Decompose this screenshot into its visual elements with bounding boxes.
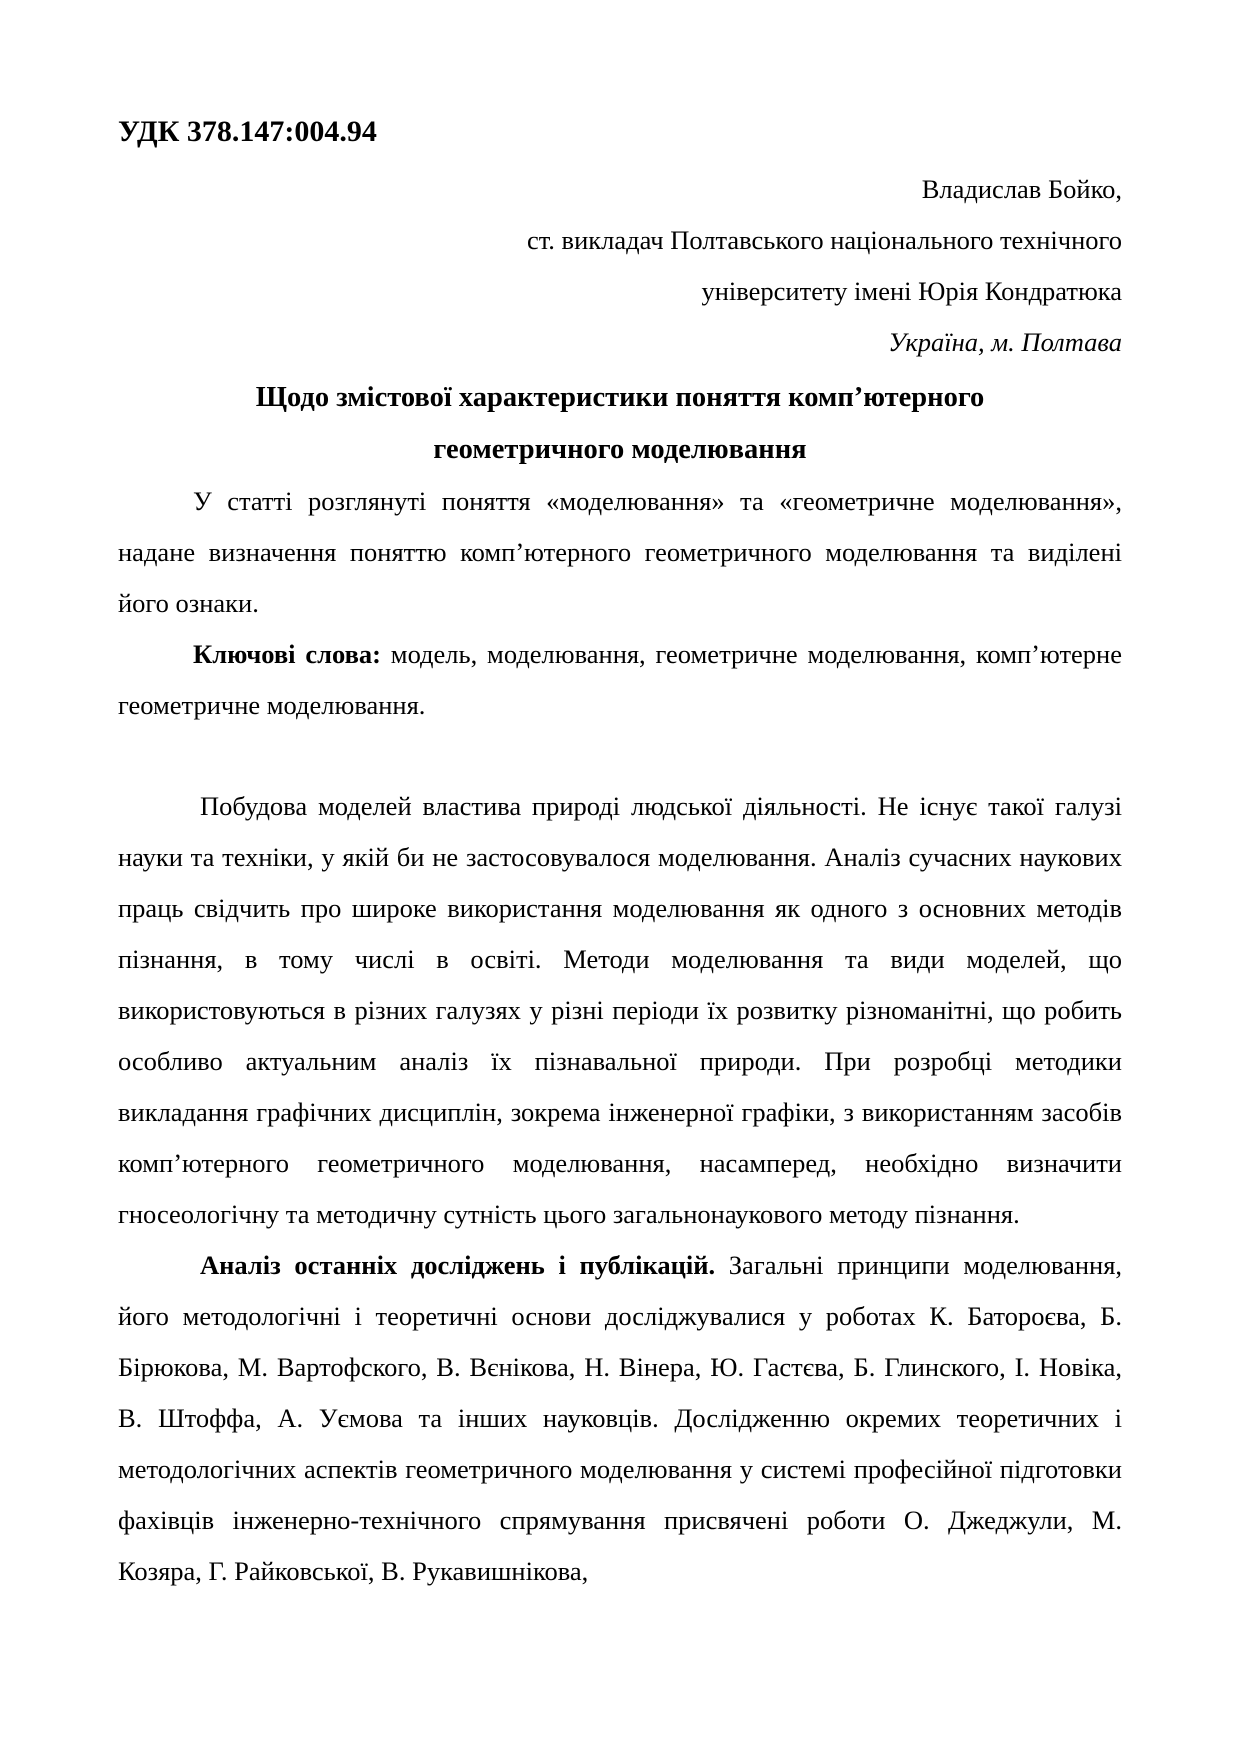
article-title	[118, 372, 1122, 476]
analysis-label: Аналіз останніх досліджень і публікацій.	[200, 1250, 716, 1280]
article-title-line2: геометричного моделювання	[433, 434, 807, 465]
author-position-line1: ст. викладач Полтавського національного технічного	[526, 225, 1122, 255]
author-location: Україна, м. Полтава	[888, 327, 1122, 357]
analysis-paragraph	[118, 1240, 1122, 1597]
article-title-line1: Щодо змістової характеристики поняття комп’ютерного	[255, 382, 985, 413]
intro-paragraph: Побудова моделей властива природі людської діяльності. Не існує такої галузі науки та техніки, у якій би не застосовувалося моделювання. Аналіз сучасних наукових праць свідчить про широке використання моделювання як одного з основних методів пізнання, в тому числі в освіті. Методи моделювання та види моделей, що використовуються в різних галузях у різні періоди їх розвитку різноманітні, що робить особливо актуальним аналіз їх пізнавальної природи. При розробці методики викладання графічних дисциплін, зокрема інженерної графіки, з використанням засобів комп’ютерного геометричного моделювання, насамперед, необхідно визначити гносеологічну та методичну сутність цього загальнонаукового методу пізнання.	[118, 791, 1122, 1229]
analysis-text: Загальні принципи моделювання, його методологічні і теоретичні основи досліджувалися у роботах К. Батороєва, Б. Бірюкова, М. Вартофского, В. Вєнікова, Н. Вінера, Ю. Гастєва, Б. Глинского, І. Новіка, В. Штоффа, А. Уємова та інших науковців. Дослідженню окремих теоретичних і методологічних аспектів геометричного моделювання у системі професійної підготовки фахівців інженерно-технічного спрямування присвячені роботи О. Джеджули, М. Козяра, Г. Райковської, В. Рукавишнікова,	[118, 1250, 1123, 1586]
udk-code: УДК 378.147:004.94	[118, 115, 377, 148]
author-block	[118, 164, 1122, 368]
section-spacer	[118, 731, 1122, 781]
keywords-paragraph	[118, 629, 1122, 731]
page-content	[118, 112, 1122, 1597]
keywords-text: модель, моделювання, геометричне моделювання, комп’ютерне геометричне моделювання.	[118, 639, 1122, 720]
keywords-label: Ключові слова:	[193, 639, 381, 669]
author-name: Владислав Бойко,	[921, 174, 1122, 204]
abstract-paragraph: У статті розглянуті поняття «моделювання» та «геометричне моделювання», надане визначення поняттю комп’ютерного геометричного моделювання та виділені його ознаки.	[118, 486, 1122, 618]
author-position-line2: університету імені Юрія Кондратюка	[701, 276, 1122, 306]
